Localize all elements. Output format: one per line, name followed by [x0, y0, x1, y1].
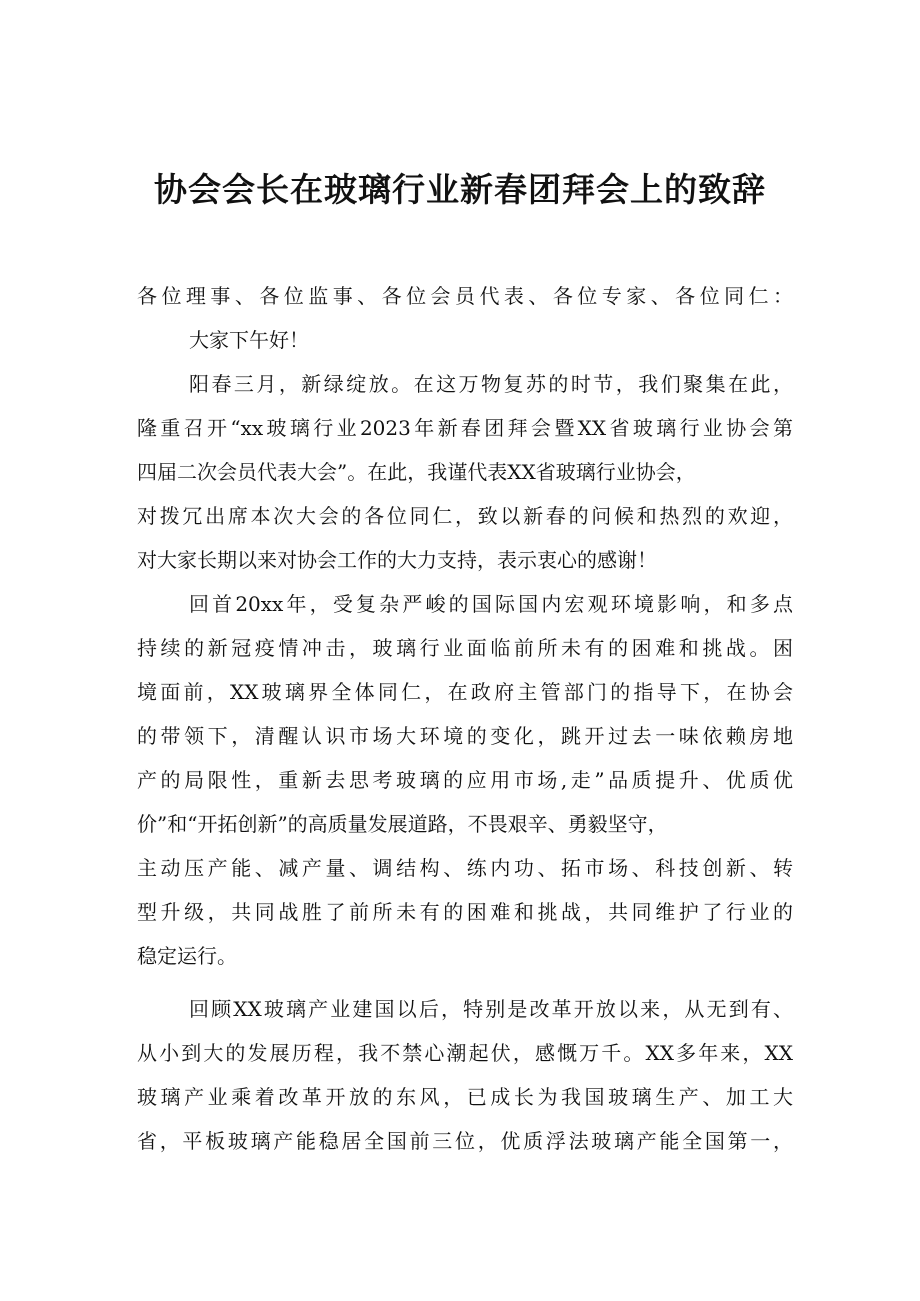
text-line: 省，平板玻璃产能稳居全国前三位，优质浮法玻璃产能全国第一，: [137, 1129, 793, 1153]
text-line: 主动压产能、减产量、调结构、练内功、拓市场、科技创新、转: [137, 856, 793, 880]
document-title: 协会会长在玻璃行业新春团拜会上的致辞: [154, 170, 766, 209]
text-line: 价”和“开拓创新”的高质量发展道路，不畏艰辛、勇毅坚守，: [137, 812, 668, 836]
text-line: 型升级，共同战胜了前所未有的困难和挑战，共同维护了行业的: [137, 900, 793, 924]
text-line: 隆重召开“xx玻璃行业2023年新春团拜会暨XX省玻璃行业协会第: [137, 416, 793, 440]
text-line: 回首20xx年，受复杂严峻的国际国内宏观环境影响，和多点: [189, 592, 793, 616]
text-line: 产的局限性，重新去思考玻璃的应用市场,走”品质提升、优质优: [137, 768, 793, 792]
text-line: 对拨冗出席本次大会的各位同仁，致以新春的问候和热烈的欢迎，: [137, 504, 793, 528]
text-line: 四届二次会员代表大会”。在此，我谨代表XX省玻璃行业协会，: [137, 460, 696, 484]
text-line: 的带领下，清醒认识市场大环境的变化，跳开过去一味依赖房地: [137, 724, 793, 748]
text-line: 从小到大的发展历程，我不禁心潮起伏，感慨万千。XX多年来，XX: [137, 1041, 793, 1065]
text-line: 玻璃产业乘着改革开放的东风，已成长为我国玻璃生产、加工大: [137, 1085, 793, 1109]
text-line: 持续的新冠疫情冲击，玻璃行业面临前所未有的困难和挑战。困: [137, 636, 793, 660]
text-line: 回顾XX玻璃产业建国以后，特别是改革开放以来，从无到有、: [189, 997, 793, 1021]
text-line: 阳春三月，新绿绽放。在这万物复苏的时节，我们聚集在此，: [189, 372, 793, 396]
text-line: 境面前，XX玻璃界全体同仁，在政府主管部门的指导下，在协会: [137, 680, 793, 704]
paragraph-gap: [137, 978, 793, 987]
text-line: 稳定运行。: [137, 944, 237, 968]
text-line: 各位理事、各位监事、各位会员代表、各位专家、各位同仁：: [137, 284, 793, 308]
text-line: 对大家长期以来对协会工作的大力支持，表示衷心的感谢！: [137, 548, 657, 572]
document-body: [137, 274, 793, 1163]
text-line: 大家下午好！: [189, 328, 309, 352]
